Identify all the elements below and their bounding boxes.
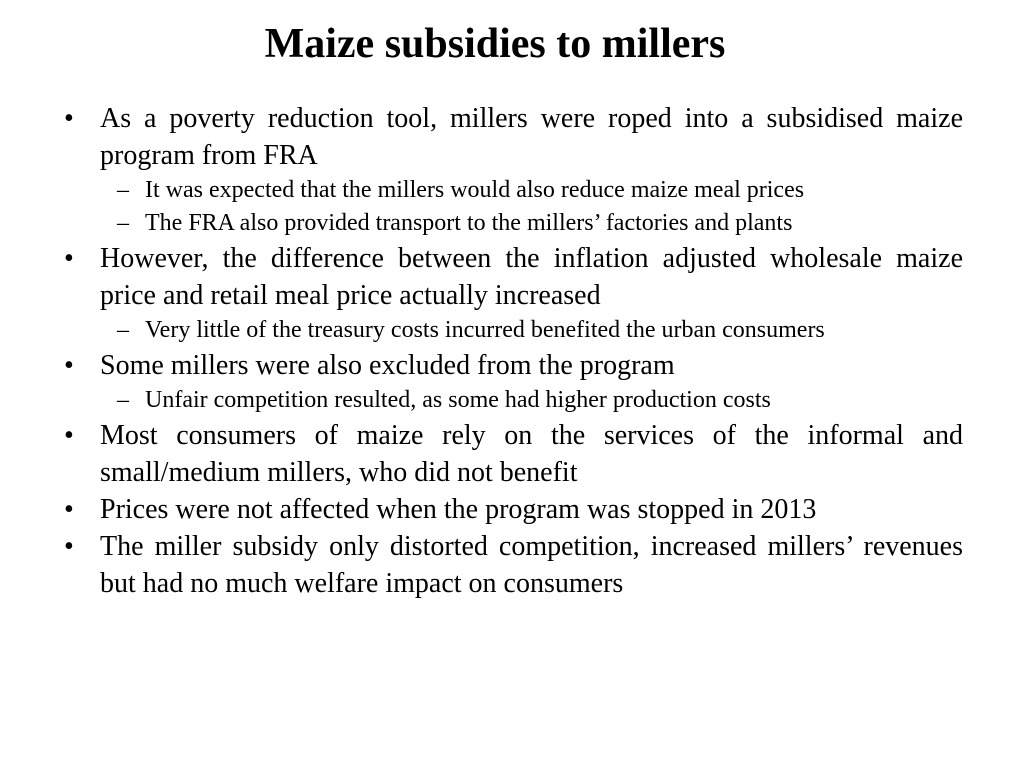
bullet-text: The miller subsidy only distorted competition, increased millers’ revenues but had no much welfare impact on consumers: [100, 531, 963, 599]
bullet-item: [64, 417, 963, 491]
bullet-item: [64, 240, 963, 314]
bullet-marker: •: [64, 243, 74, 274]
bullet-marker: •: [64, 420, 74, 451]
sub-bullet-item: [117, 314, 963, 347]
bullet-item: [64, 347, 963, 384]
sub-bullet-item: [117, 384, 963, 417]
bullet-item: [64, 100, 963, 174]
bullet-item: [64, 528, 963, 602]
bullet-marker: •: [64, 531, 74, 562]
slide-title: Maize subsidies to millers: [264, 21, 726, 67]
sub-bullet-item: [117, 207, 963, 240]
bullet-text: Some millers were also excluded from the program: [100, 350, 675, 381]
bullet-marker: •: [64, 350, 74, 381]
sub-bullet-marker: –: [117, 177, 129, 203]
bullet-text: Most consumers of maize rely on the services of the informal and small/medium millers, who did not benefit: [100, 420, 963, 488]
bullet-marker: •: [64, 103, 74, 134]
sub-bullet-marker: –: [117, 387, 129, 413]
sub-bullet-text: The FRA also provided transport to the millers’ factories and plants: [145, 210, 793, 236]
bullet-list: [64, 100, 963, 602]
bullet-marker: •: [64, 494, 74, 525]
bullet-text: Prices were not affected when the program was stopped in 2013: [100, 494, 817, 525]
sub-bullet-marker: –: [117, 317, 129, 343]
sub-bullet-item: [117, 174, 963, 207]
sub-bullet-text: It was expected that the millers would also reduce maize meal prices: [145, 177, 805, 203]
bullet-item: [64, 491, 963, 528]
bullet-text: As a poverty reduction tool, millers were roped into a subsidised maize program from FRA: [100, 103, 963, 171]
sub-bullet-text: Unfair competition resulted, as some had higher production costs: [145, 387, 771, 413]
sub-bullet-text: Very little of the treasury costs incurred benefited the urban consumers: [145, 317, 825, 343]
sub-bullet-marker: –: [117, 210, 129, 236]
bullet-text: However, the difference between the inflation adjusted wholesale maize price and retail meal price actually increased: [100, 243, 963, 311]
